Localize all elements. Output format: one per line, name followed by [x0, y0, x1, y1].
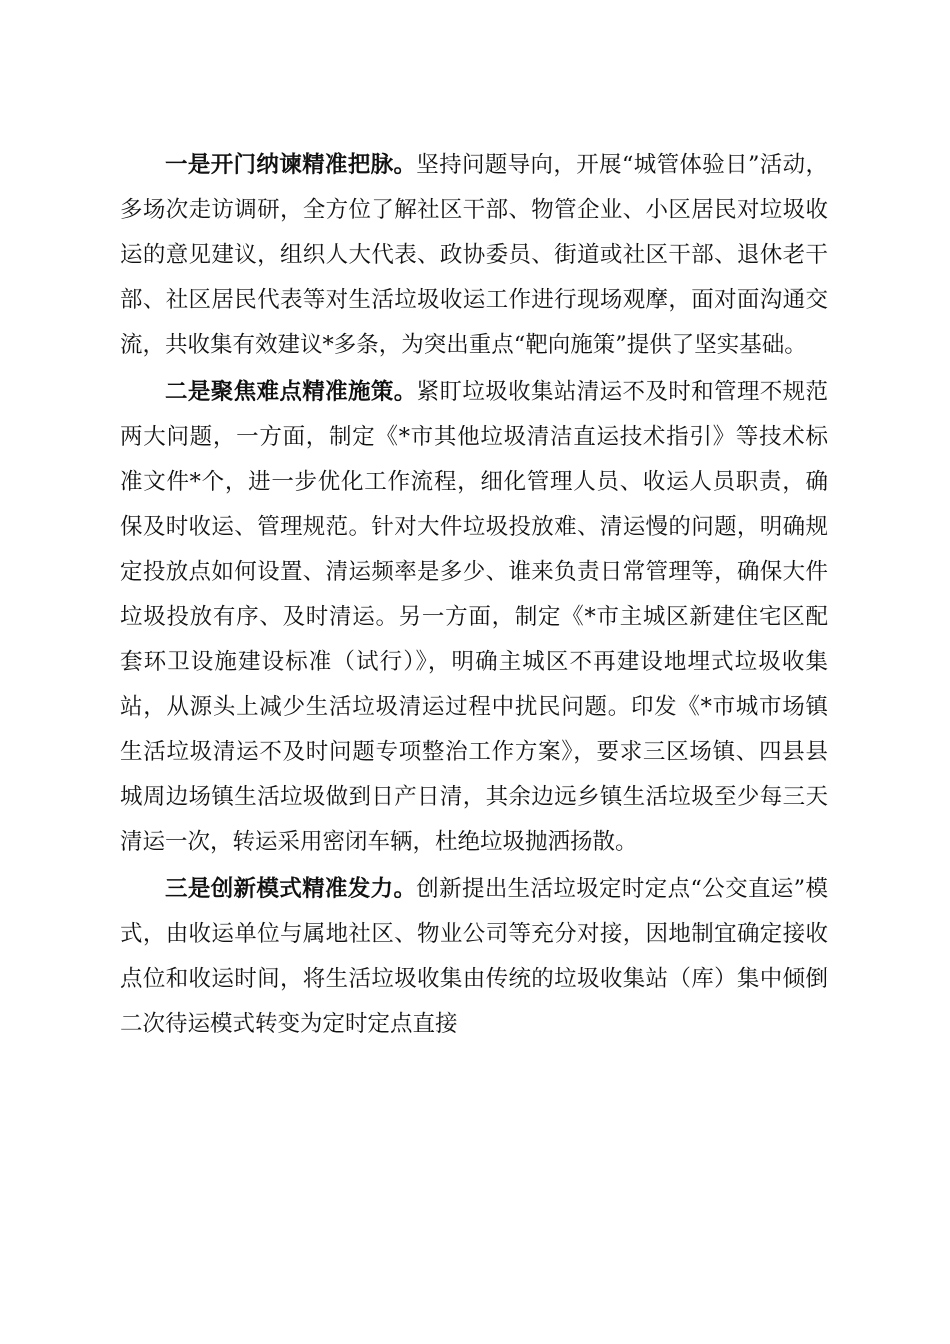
paragraph-1-text: 坚持问题导向，开展“城管体验日”活动，多场次走访调研，全方位了解社区干部、物管企业、小区居民对垃圾收运的意见建议，组织人大代表、政协委员、街道或社区干部、退休老干部、社区居民代表等对生活垃圾收运工作进行现场观摩，面对面沟通交流，共收集有效建议*多条，为突出重点“靶向施策”提供了坚实基础。: [120, 152, 828, 358]
paragraph-2: [120, 370, 828, 865]
paragraph-1-heading: 一是开门纳谏精准把脉。: [165, 152, 417, 178]
paragraph-2-text: 紧盯垃圾收集站清运不及时和管理不规范两大问题，一方面，制定《*市其他垃圾清洁直运技术指引》等技术标准文件*个，进一步优化工作流程，细化管理人员、收运人员职责，确保及时收运、管理规范。针对大件垃圾投放难、清运慢的问题，明确规定投放点如何设置、清运频率是多少、谁来负责日常管理等，确保大件垃圾投放有序、及时清运。另一方面，制定《*市主城区新建住宅区配套环卫设施建设标准（试行）》，明确主城区不再建设地埋式垃圾收集站，从源头上减少生活垃圾清运过程中扰民问题。印发《*市城市场镇生活垃圾清运不及时问题专项整治工作方案》，要求三区场镇、四县县城周边场镇生活垃圾做到日产日清，其余边远乡镇生活垃圾至少每三天清运一次，转运采用密闭车辆，杜绝垃圾抛洒扬散。: [120, 379, 828, 855]
paragraph-3-heading: 三是创新模式精准发力。: [165, 876, 417, 902]
paragraph-3: [120, 867, 828, 1047]
paragraph-3-text: 创新提出生活垃圾定时定点“公交直运”模式，由收运单位与属地社区、物业公司等充分对接，因地制宜确定接收点位和收运时间，将生活垃圾收集由传统的垃圾收集站（库）集中倾倒二次待运模式转变为定时定点直接: [120, 876, 828, 1037]
paragraph-2-heading: 二是聚焦难点精准施策。: [165, 379, 417, 405]
paragraph-1: [120, 143, 828, 368]
document-body: [120, 143, 828, 1047]
